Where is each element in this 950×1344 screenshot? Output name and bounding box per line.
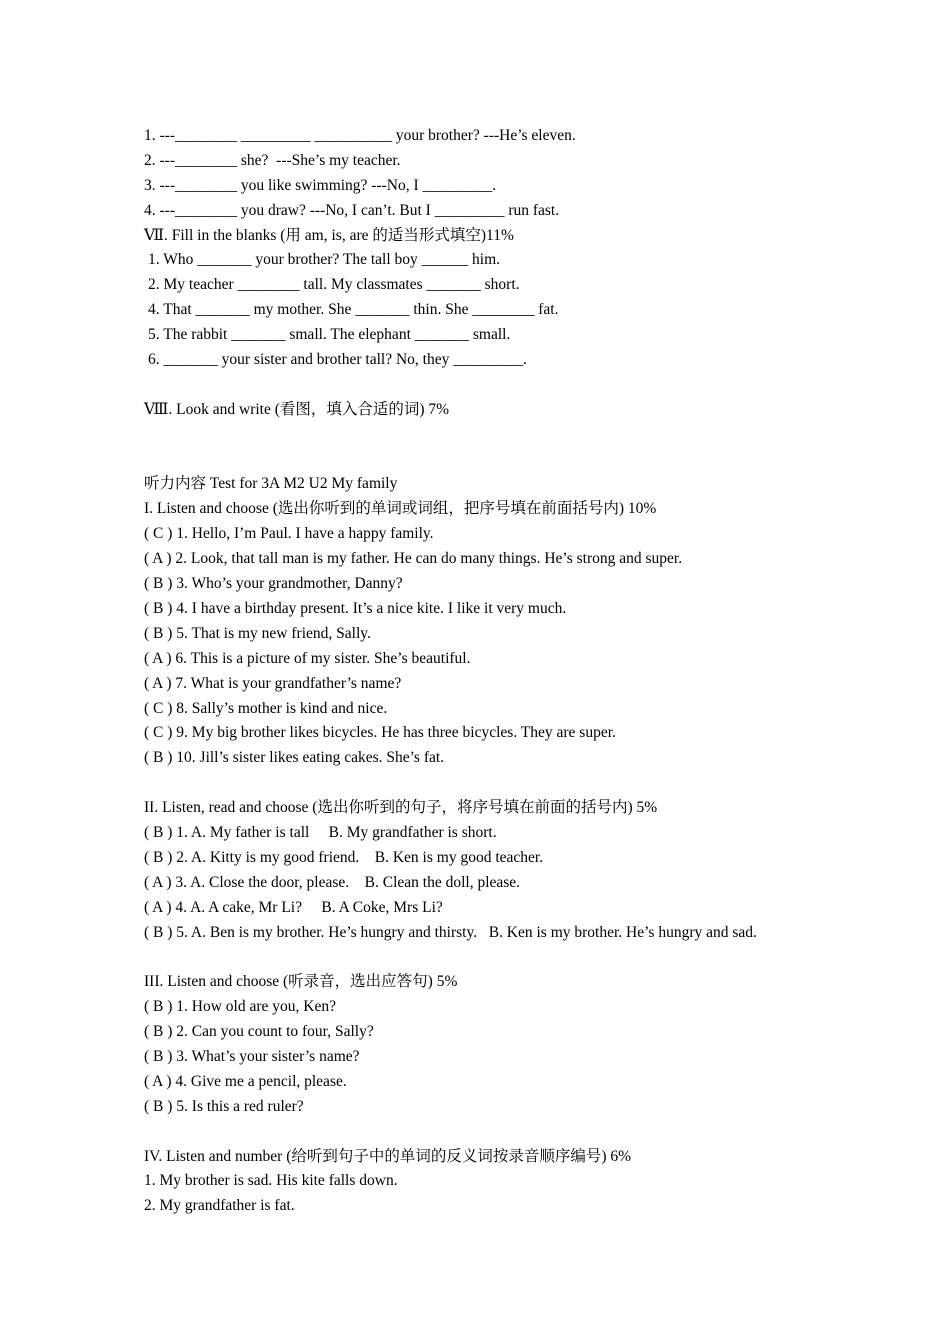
part2-heading: II. Listen, read and choose (选出你听到的句子，将序号填在前面的括号内) 5%: [144, 799, 658, 817]
answer-item: ( B ) 5. Is this a red ruler?: [144, 1097, 304, 1115]
dialogue-line: 2. ---________ she? ---She’s my teacher.: [144, 151, 401, 169]
fill-blank-item: 1. Who _______ your brother? The tall boy ______ him.: [148, 251, 501, 269]
fill-blank-item: 6. _______ your sister and brother tall? No, they _________.: [148, 351, 527, 369]
answer-item: ( B ) 5. That is my new friend, Sally.: [144, 624, 371, 642]
answer-item: ( B ) 1. How old are you, Ken?: [144, 998, 336, 1016]
spacer: [144, 373, 904, 398]
answer-item: ( B ) 3. What’s your sister’s name?: [144, 1047, 360, 1065]
dialogue-line: 3. ---________ you like swimming? ---No, I _________.: [144, 176, 497, 194]
spacer: [144, 1120, 904, 1145]
listening-title: 听力内容 Test for 3A M2 U2 My family: [144, 475, 398, 493]
document-content: [144, 124, 904, 1219]
sentence-item: 1. My brother is sad. His kite falls down.: [144, 1172, 398, 1190]
answer-item: ( B ) 2. Can you count to four, Sally?: [144, 1023, 374, 1041]
answer-item: ( C ) 1. Hello, I’m Paul. I have a happy family.: [144, 525, 434, 543]
fill-blank-item: 2. My teacher ________ tall. My classmates _______ short.: [148, 276, 520, 294]
answer-item: ( A ) 4. Give me a pencil, please.: [144, 1072, 347, 1090]
answer-item: ( B ) 4. I have a birthday present. It’s a nice kite. I like it very much.: [144, 599, 567, 617]
section-viii-heading: Ⅷ. Look and write (看图，填入合适的词) 7%: [144, 400, 450, 418]
answer-item: ( B ) 10. Jill’s sister likes eating cakes. She’s fat.: [144, 749, 445, 767]
fill-blank-item: 5. The rabbit _______ small. The elephant _______ small.: [148, 326, 511, 344]
dialogue-line: 1. ---________ _________ __________ your brother? ---He’s eleven.: [144, 127, 576, 144]
answer-item: ( A ) 3. A. Close the door, please. B. Clean the doll, please.: [144, 873, 521, 891]
answer-item: ( C ) 8. Sally’s mother is kind and nice.: [144, 699, 388, 717]
answer-item: ( B ) 5. A. Ben is my brother. He’s hungry and thirsty. B. Ken is my brother. He’s hungry and sad.: [144, 923, 757, 941]
part3-heading: III. Listen and choose (听录音，选出应答句) 5%: [144, 973, 458, 991]
sentence-item: 2. My grandfather is fat.: [144, 1197, 295, 1215]
answer-item: ( A ) 2. Look, that tall man is my father. He can do many things. He’s strong and super.: [144, 550, 683, 568]
part4-heading: IV. Listen and number (给听到句子中的单词的反义词按录音顺序编号) 6%: [144, 1147, 632, 1165]
answer-item: ( B ) 2. A. Kitty is my good friend. B. Ken is my good teacher.: [144, 848, 544, 866]
dialogue-line: 4. ---________ you draw? ---No, I can’t. But I _________ run fast.: [144, 201, 560, 219]
section-vii-heading: Ⅶ. Fill in the blanks (用 am, is, are 的适当形式填空)11%: [144, 226, 514, 244]
part1-heading: I. Listen and choose (选出你听到的单词或词组，把序号填在前面括号内) 10%: [144, 500, 657, 518]
spacer: [144, 945, 904, 970]
answer-item: ( A ) 6. This is a picture of my sister. She’s beautiful.: [144, 649, 471, 667]
answer-item: ( A ) 4. A. A cake, Mr Li? B. A Coke, Mrs Li?: [144, 898, 443, 916]
answer-item: ( B ) 3. Who’s your grandmother, Danny?: [144, 575, 403, 593]
spacer: [144, 771, 904, 796]
answer-item: ( A ) 7. What is your grandfather’s name?: [144, 674, 402, 692]
answer-item: ( C ) 9. My big brother likes bicycles. He has three bicycles. They are super.: [144, 724, 616, 742]
spacer: [144, 423, 904, 473]
answer-item: ( B ) 1. A. My father is tall B. My grandfather is short.: [144, 823, 497, 841]
fill-blank-item: 4. That _______ my mother. She _______ thin. She ________ fat.: [148, 301, 559, 319]
